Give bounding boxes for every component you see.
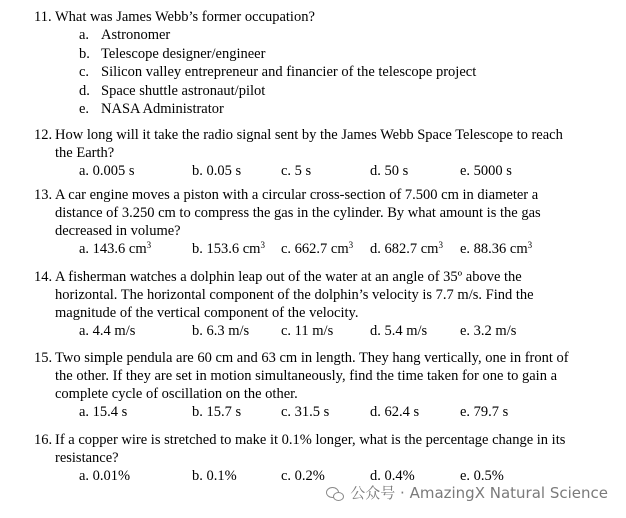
watermark: [326, 484, 608, 502]
question-text-line: distance of 3.250 cm to compress the gas in the cylinder. By what amount is the gas: [55, 205, 541, 221]
option-c: c. 0.2%: [281, 468, 325, 484]
watermark-text: 公众号 · AmazingX Natural Science: [350, 484, 608, 502]
question-number: 15.: [34, 350, 53, 366]
option-a: a. 15.4 s: [79, 404, 128, 420]
option-b: b. 15.7 s: [192, 404, 242, 420]
option-row: [36, 322, 606, 340]
option-item: e. NASA Administrator: [79, 101, 224, 117]
option-b: b. 0.1%: [192, 468, 237, 484]
option-e: e. 79.7 s: [460, 404, 509, 420]
option-d: d. 682.7 $cm^3$: [370, 240, 443, 257]
question-text-line: horizontal. The horizontal component of the dolphin’s velocity is 7.7 m/s. Find the: [55, 287, 534, 303]
question-number: 11.: [34, 9, 52, 25]
option-row: [36, 467, 606, 485]
option-e: e. 5000 s: [460, 163, 512, 179]
question-text-line: If a copper wire is stretched to make it 0.1% longer, what is the percentage change in its: [55, 432, 566, 448]
question-12: [36, 126, 606, 180]
option-e: e. 0.5%: [460, 468, 504, 484]
option-d: d. 0.4%: [370, 468, 415, 484]
option-a: a. 143.6 $cm^3$: [79, 240, 152, 257]
option-a: a. 0.005 s: [79, 163, 135, 179]
option-c: c. 11 m/s: [281, 323, 334, 339]
option-item: a. Astronomer: [79, 27, 171, 43]
option-c: c. 662.7 $cm^3$: [281, 240, 354, 257]
question-text-line: A fisherman watches a dolphin leap out of the water at an angle of 35º above the: [55, 269, 522, 285]
question-text: What was James Webb’s former occupation?: [55, 9, 315, 25]
question-number: 16.: [34, 432, 53, 448]
question-11: [36, 8, 606, 119]
question-text-line: Two simple pendula are 60 cm and 63 cm in length. They hang vertically, one in front of: [55, 350, 569, 366]
option-b: b. 6.3 m/s: [192, 323, 250, 339]
option-c: c. 5 s: [281, 163, 312, 179]
option-item: b. Telescope designer/engineer: [79, 45, 266, 62]
question-text-line: decreased in volume?: [55, 223, 181, 239]
option-row: [36, 240, 606, 258]
option-d: d. 50 s: [370, 163, 409, 179]
option-b: b. 153.6 $cm^3$: [192, 240, 265, 257]
option-a: a. 4.4 m/s: [79, 323, 136, 339]
question-15: [36, 349, 606, 421]
question-text-line: magnitude of the vertical component of the velocity.: [55, 305, 359, 321]
question-text-line: the other. If they are set in motion simultaneously, find the time taken for one to gain a: [55, 368, 557, 384]
option-list: [79, 26, 606, 119]
option-row: [36, 403, 606, 421]
option-item: c. Silicon valley entrepreneur and financier of the telescope project: [79, 64, 477, 80]
question-14: [36, 268, 606, 340]
question-number: 14.: [34, 269, 53, 285]
option-row: [36, 162, 606, 180]
question-13: [36, 186, 606, 258]
option-a: a. 0.01%: [79, 468, 131, 484]
option-b: b. 0.05 s: [192, 163, 242, 179]
question-text-line: the Earth?: [55, 145, 115, 161]
question-number: 12.: [34, 127, 53, 143]
question-text-line: How long will it take the radio signal sent by the James Webb Space Telescope to reach: [55, 127, 563, 143]
option-e: e. 88.36 $cm^3$: [460, 240, 533, 257]
option-e: e. 3.2 m/s: [460, 323, 517, 339]
option-c: c. 31.5 s: [281, 404, 330, 420]
question-text-line: resistance?: [55, 450, 119, 466]
option-item: d. Space shuttle astronaut/pilot: [79, 82, 266, 99]
option-d: d. 62.4 s: [370, 404, 420, 420]
question-number: 13.: [34, 187, 53, 203]
question-text-line: A car engine moves a piston with a circular cross-section of 7.500 cm in diameter a: [55, 187, 539, 203]
wechat-icon: [326, 486, 344, 501]
question-text-line: complete cycle of oscillation on the other.: [55, 386, 298, 402]
option-d: d. 5.4 m/s: [370, 323, 428, 339]
question-16: [36, 431, 606, 485]
